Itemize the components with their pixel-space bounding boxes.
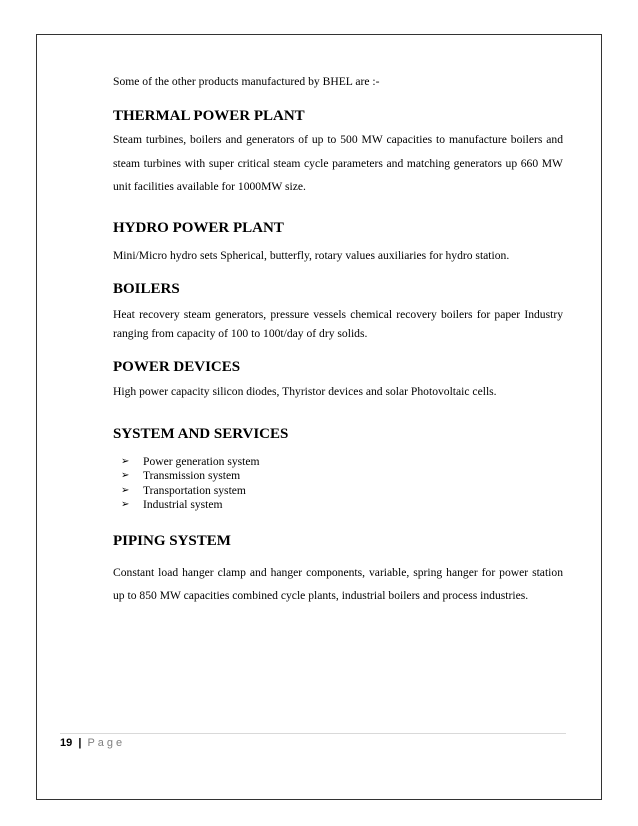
page-footer xyxy=(60,737,125,749)
section-heading: SYSTEM AND SERVICES xyxy=(113,425,289,442)
section-body: High power capacity silicon diodes, Thyristor devices and solar Photovoltaic cells. xyxy=(113,384,497,398)
footer-separator: | xyxy=(78,737,82,749)
section-heading: POWER DEVICES xyxy=(113,358,241,375)
section-thermal-power-plant xyxy=(113,107,563,199)
section-heading: THERMAL POWER PLANT xyxy=(113,108,305,124)
list-item-label: Transportation system xyxy=(143,483,246,497)
section-heading: HYDRO POWER PLANT xyxy=(113,219,284,236)
services-list xyxy=(113,455,563,513)
arrow-bullet-icon: ➢ xyxy=(121,484,130,496)
arrow-bullet-icon: ➢ xyxy=(121,499,130,511)
section-piping-system xyxy=(113,532,563,608)
section-hydro-power-plant xyxy=(113,219,563,262)
section-boilers xyxy=(113,280,563,343)
section-body: Constant load hanger clamp and hanger components, variable, spring hanger for power station up to 850 MW capacities combined cycle plants, industrial boilers and process industries. xyxy=(113,565,563,603)
section-body: Steam turbines, boilers and generators of up to 500 MW capacities to manufacture boilers and steam turbines with super critical steam cycle parameters and matching generators up 660 MW unit facilities available for 1000MW size. xyxy=(113,133,563,194)
list-item xyxy=(121,498,563,513)
page-number: 19 xyxy=(60,737,73,749)
arrow-bullet-icon: ➢ xyxy=(121,470,130,482)
list-item xyxy=(121,469,563,484)
list-item-label: Industrial system xyxy=(143,498,223,512)
section-system-and-services xyxy=(113,425,563,513)
footer-divider xyxy=(60,733,566,734)
section-power-devices xyxy=(113,358,563,398)
section-heading: BOILERS xyxy=(113,280,180,297)
section-body: Mini/Micro hydro sets Spherical, butterfly, rotary values auxiliaries for hydro station. xyxy=(113,248,510,262)
arrow-bullet-icon: ➢ xyxy=(121,455,130,467)
intro-text: Some of the other products manufactured by BHEL are :- xyxy=(113,75,380,88)
section-body: Heat recovery steam generators, pressure vessels chemical recovery boilers for paper Industry ranging from capacity of 100 to 100t/day of dry solids. xyxy=(113,307,563,340)
page-label: Page xyxy=(87,737,126,749)
list-item-label: Transmission system xyxy=(143,469,241,483)
section-heading: PIPING SYSTEM xyxy=(113,532,231,549)
page-content xyxy=(113,74,563,608)
list-item-label: Power generation system xyxy=(143,454,260,468)
list-item xyxy=(121,455,563,470)
list-item xyxy=(121,484,563,499)
